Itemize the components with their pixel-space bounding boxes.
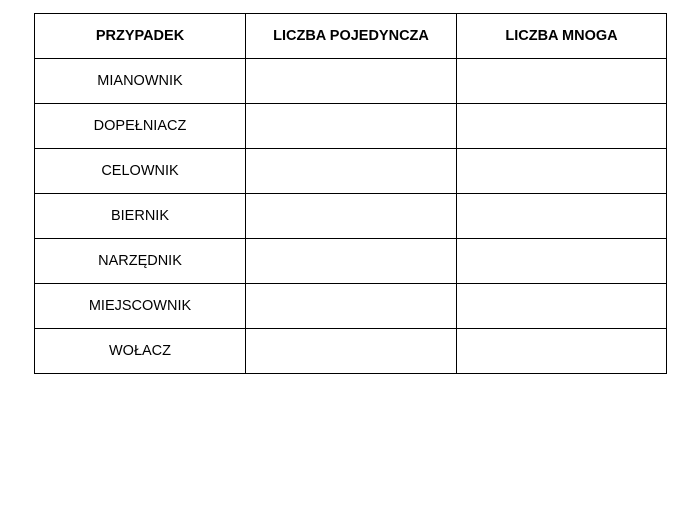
- case-name: WOŁACZ: [35, 329, 246, 374]
- table-row: [35, 284, 667, 329]
- singular-cell: [246, 104, 457, 149]
- case-name: CELOWNIK: [35, 149, 246, 194]
- plural-cell: [457, 329, 667, 374]
- case-name: NARZĘDNIK: [35, 239, 246, 284]
- table-row: [35, 104, 667, 149]
- worksheet: [34, 13, 666, 374]
- table-row: [35, 239, 667, 284]
- plural-cell: [457, 284, 667, 329]
- table-row: [35, 329, 667, 374]
- plural-cell: [457, 104, 667, 149]
- singular-cell: [246, 284, 457, 329]
- table-row: [35, 149, 667, 194]
- singular-cell: [246, 194, 457, 239]
- singular-cell: [246, 329, 457, 374]
- header-singular: LICZBA POJEDYNCZA: [246, 14, 457, 59]
- case-name: MIEJSCOWNIK: [35, 284, 246, 329]
- singular-cell: [246, 149, 457, 194]
- case-name: MIANOWNIK: [35, 59, 246, 104]
- singular-cell: [246, 239, 457, 284]
- header-row: [35, 14, 667, 59]
- plural-cell: [457, 239, 667, 284]
- plural-cell: [457, 59, 667, 104]
- table-row: [35, 59, 667, 104]
- table-row: [35, 194, 667, 239]
- case-name: DOPEŁNIACZ: [35, 104, 246, 149]
- case-name: BIERNIK: [35, 194, 246, 239]
- header-case: PRZYPADEK: [35, 14, 246, 59]
- plural-cell: [457, 149, 667, 194]
- plural-cell: [457, 194, 667, 239]
- declension-table: [34, 13, 667, 374]
- header-plural: LICZBA MNOGA: [457, 14, 667, 59]
- singular-cell: [246, 59, 457, 104]
